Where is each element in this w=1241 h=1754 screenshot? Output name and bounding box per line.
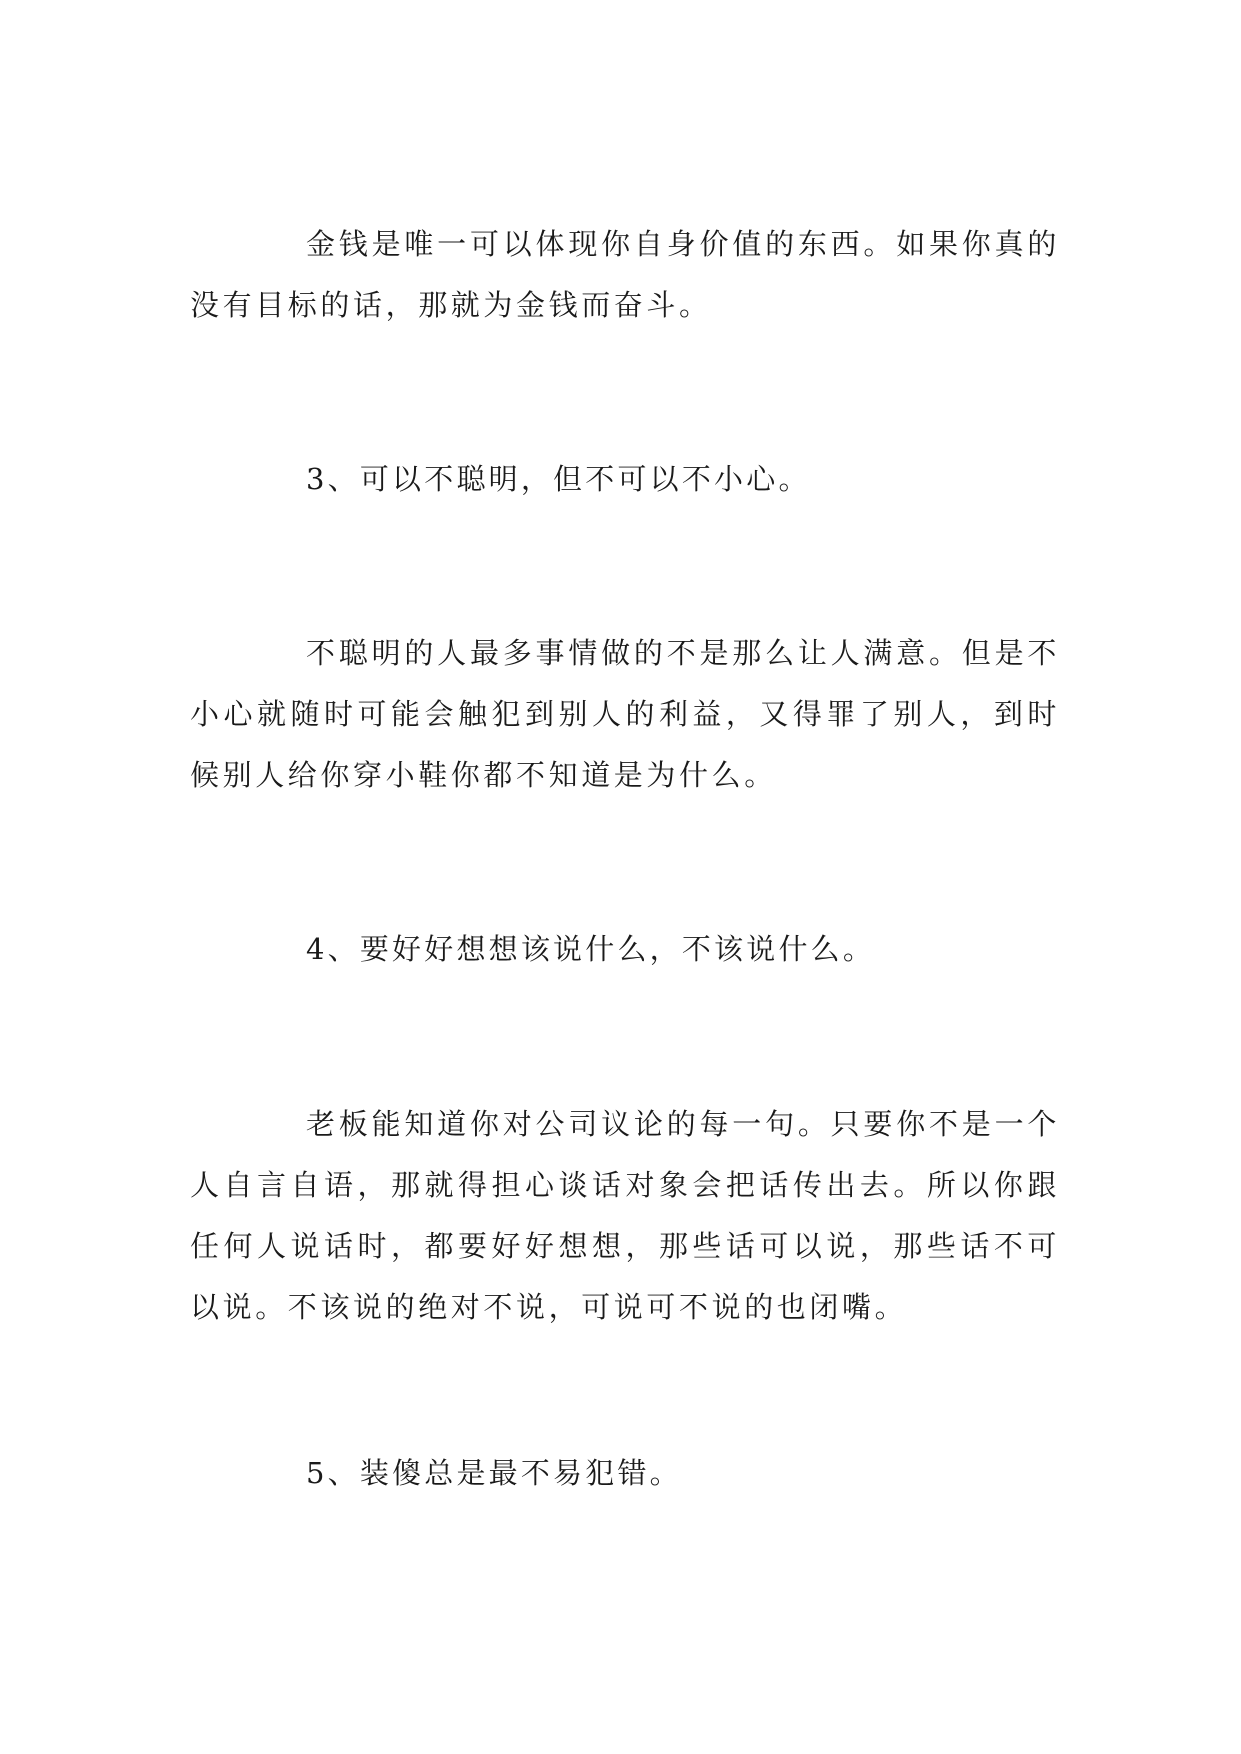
paragraph-speech: 老板能知道你对公司议论的每一句。只要你不是一个人自言自语，那就得担心谈话对象会把话传出去。所以你跟任何人说话时，都要好好想想，那些话可以说，那些话不可以说。不该说的绝对不说，可说可不说的也闭嘴。 — [190, 1107, 1060, 1324]
paragraph-money: 金钱是唯一可以体现你自身价值的东西。如果你真的没有目标的话，那就为金钱而奋斗。 — [190, 227, 1060, 322]
heading-item-4: 4、要好好想想该说什么，不该说什么。 — [306, 932, 876, 966]
heading-item-3: 3、可以不聪明，但不可以不小心。 — [306, 462, 811, 496]
paragraph-careful: 不聪明的人最多事情做的不是那么让人满意。但是不小心就随时可能会触犯到别人的利益，又得罪了别人，到时候别人给你穿小鞋你都不知道是为什么。 — [190, 636, 1060, 792]
heading-item-5: 5、装傻总是最不易犯错。 — [306, 1456, 682, 1490]
